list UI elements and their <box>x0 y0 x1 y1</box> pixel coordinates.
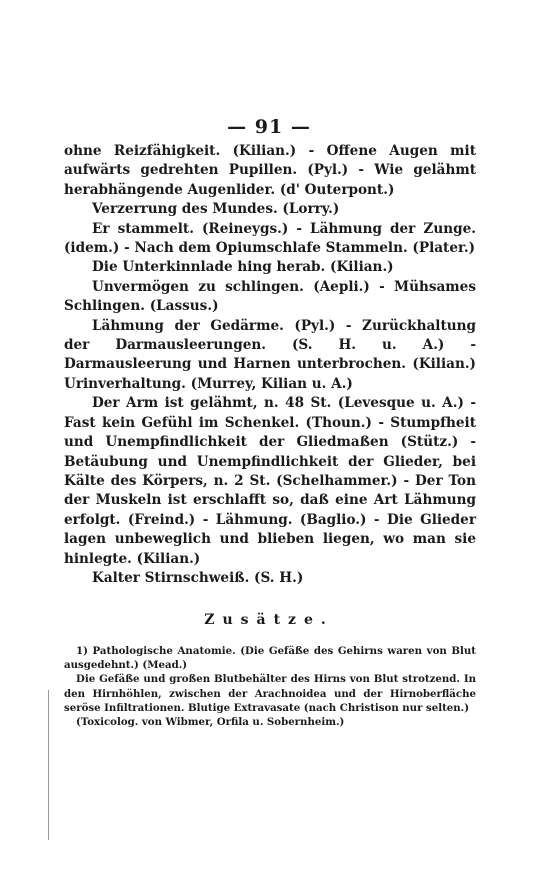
margin-line <box>48 690 49 840</box>
paragraph-4: Die Unterkinnlade hing herab. (Kilian.) <box>92 259 394 276</box>
paragraph-3: Er stammelt. (Reineygs.) - Lähmung der Zunge. (idem.) - Nach dem Opiumschlafe Stammeln. (Plater.) <box>64 220 476 257</box>
main-text <box>64 142 476 588</box>
footnote-3: (Toxicolog. von Wibmer, Orfila u. Sobernheim.) <box>76 716 345 729</box>
paragraph-6: Lähmung der Gedärme. (Pyl.) - Zurückhaltung der Darmausleerungen. (S. H. u. A.) - Darmausleerung und Harnen unterbrochen. (Kilian.) Urinverhaltung. (Murrey, Kilian u. A.) <box>64 317 476 392</box>
paragraph-1: ohne Reizfähigkeit. (Kilian.) - Offene Augen mit aufwärts gedrehten Pupillen. (Pyl.) - Wie gelähmt herabhängende Augenlider. (d' Outerpont.) <box>64 143 476 198</box>
section-heading: Zusätze. <box>204 612 334 628</box>
page-number: — 91 — <box>227 116 311 138</box>
paragraph-2: Verzerrung des Mundes. (Lorry.) <box>92 201 340 218</box>
footnotes <box>64 644 476 729</box>
footnote-2: Die Gefäße und großen Blutbehälter des Hirns von Blut strotzend. In den Hirnhöhlen, zwischen der Arachnoidea und der Hirnoberfläche seröse Infiltrationen. Blutige Extravasate (nach Christison nur selten.) <box>64 673 476 714</box>
paragraph-7: Der Arm ist gelähmt, n. 48 St. (Levesque u. A.) - Fast kein Gefühl im Schenkel. (Thoun.) - Stumpfheit und Unempfindlichkeit der Gliedmaßen (Stütz.) - Betäubung und Unempfindlichkeit der Glieder, bei Kälte des Körpers, n. 2 St. (Schelhammer.) - Der Ton der Muskeln ist erschlafft so, daß eine Art Lähmung erfolgt. (Freind.) - Lähmung. (Baglio.) - Die Glieder lagen unbeweglich und blieben liegen, wo man sie hinlegte. (Kilian.) <box>64 395 476 567</box>
paragraph-8: Kalter Stirnschweiß. (S. H.) <box>92 569 304 586</box>
paragraph-5: Unvermögen zu schlingen. (Aepli.) - Mühsames Schlingen. (Lassus.) <box>64 278 476 315</box>
footnote-1: 1) Pathologische Anatomie. (Die Gefäße des Gehirns waren von Blut ausgedehnt.) (Mead.) <box>64 645 476 672</box>
